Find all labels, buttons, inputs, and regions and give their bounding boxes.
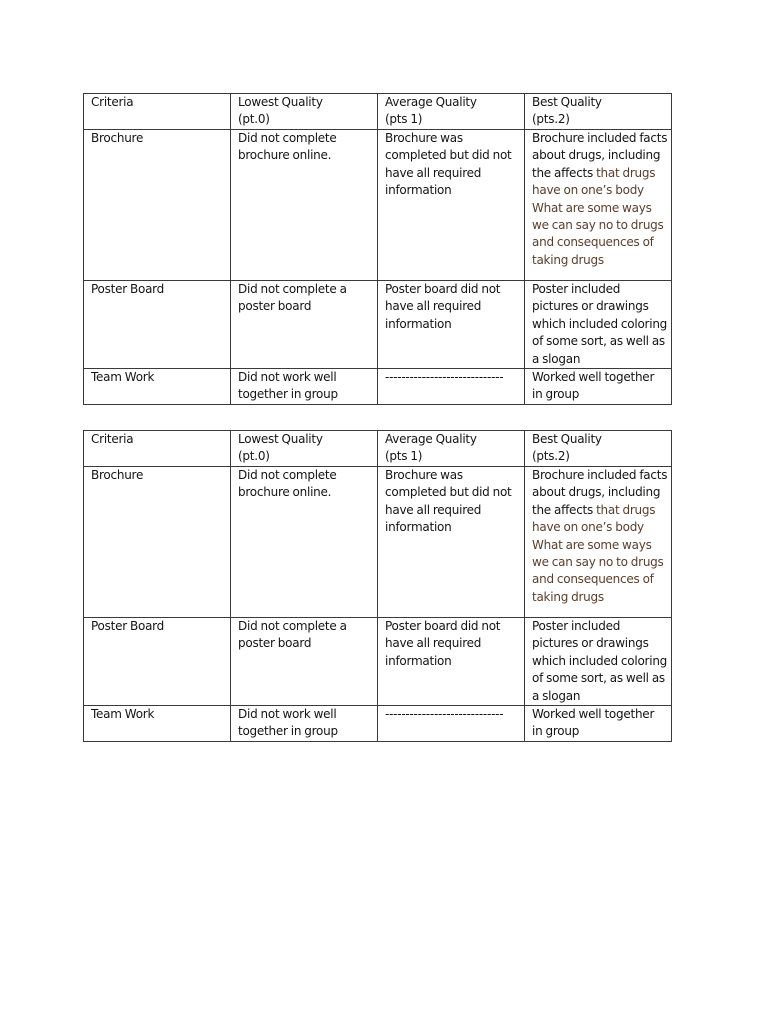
poster-lowest: Did not complete a poster board [231, 281, 378, 369]
header-average-quality: Average Quality (pts 1) [378, 431, 525, 467]
brochure-best: Brochure included facts about drugs, including the affects that drugs have on one’s body What are some ways we can say no to drugs and consequences of taking drugs [525, 130, 672, 281]
rubric-table-1 [83, 93, 672, 405]
team-lowest: Did not work well together in group [231, 369, 378, 405]
criteria-poster-board: Poster Board [84, 618, 231, 706]
poster-best: Poster included pictures or drawings which included coloring of some sort, as well as a slogan [525, 281, 672, 369]
header-lowest-quality: Lowest Quality (pt.0) [231, 94, 378, 130]
header-best-quality: Best Quality (pts.2) [525, 94, 672, 130]
header-row [84, 431, 672, 467]
brochure-lowest: Did not complete brochure online. [231, 467, 378, 618]
row-poster-board [84, 618, 672, 706]
brochure-average: Brochure was completed but did not have all required information [378, 467, 525, 618]
header-criteria: Criteria [84, 94, 231, 130]
row-team-work [84, 369, 672, 405]
criteria-team-work: Team Work [84, 706, 231, 742]
team-best: Worked well together in group [525, 369, 672, 405]
header-lowest-quality: Lowest Quality (pt.0) [231, 431, 378, 467]
criteria-team-work: Team Work [84, 369, 231, 405]
criteria-poster-board: Poster Board [84, 281, 231, 369]
team-average: ----------------------------- [378, 706, 525, 742]
team-average: ----------------------------- [378, 369, 525, 405]
team-lowest: Did not work well together in group [231, 706, 378, 742]
header-row [84, 94, 672, 130]
criteria-brochure: Brochure [84, 130, 231, 281]
row-poster-board [84, 281, 672, 369]
brochure-lowest: Did not complete brochure online. [231, 130, 378, 281]
header-criteria: Criteria [84, 431, 231, 467]
header-average-quality: Average Quality (pts 1) [378, 94, 525, 130]
team-best: Worked well together in group [525, 706, 672, 742]
header-best-quality: Best Quality (pts.2) [525, 431, 672, 467]
poster-average: Poster board did not have all required information [378, 618, 525, 706]
brochure-best: Brochure included facts about drugs, including the affects that drugs have on one’s body What are some ways we can say no to drugs and consequences of taking drugs [525, 467, 672, 618]
row-team-work [84, 706, 672, 742]
row-brochure [84, 130, 672, 281]
poster-average: Poster board did not have all required information [378, 281, 525, 369]
poster-best: Poster included pictures or drawings which included coloring of some sort, as well as a slogan [525, 618, 672, 706]
criteria-brochure: Brochure [84, 467, 231, 618]
poster-lowest: Did not complete a poster board [231, 618, 378, 706]
rubric-table-2 [83, 430, 672, 742]
brochure-average: Brochure was completed but did not have all required information [378, 130, 525, 281]
row-brochure [84, 467, 672, 618]
